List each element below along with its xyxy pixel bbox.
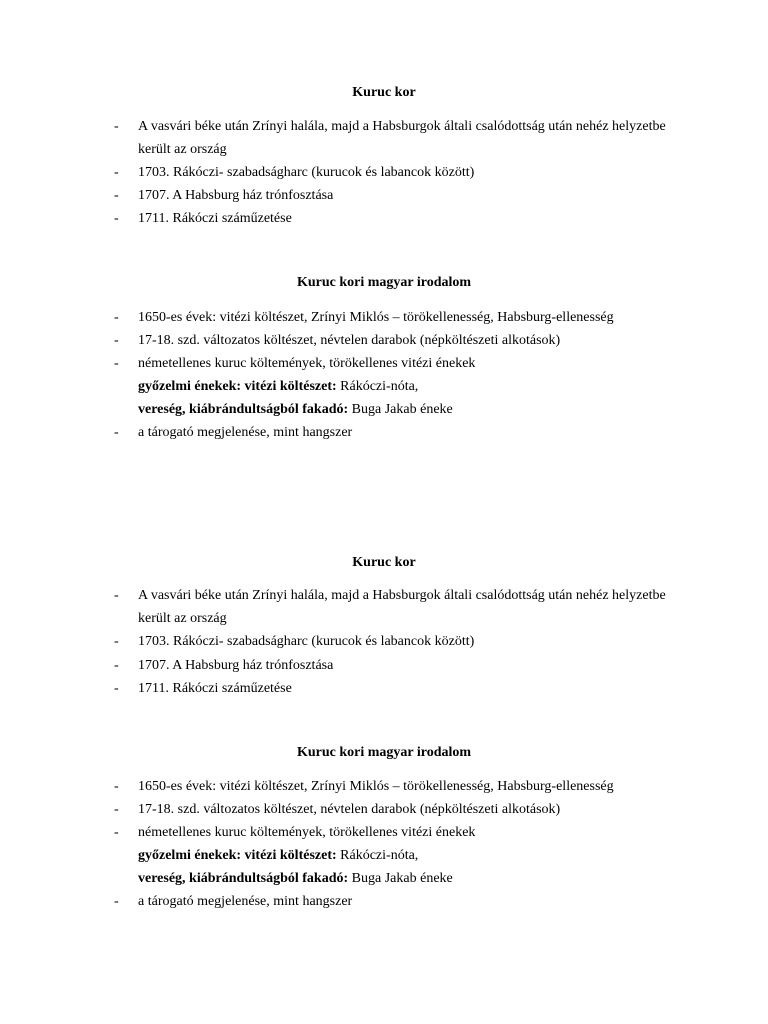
list-item-text: A vasvári béke után Zrínyi halála, majd a Habsburgok általi csalódottság után nehéz helyzetbe bbox=[138, 119, 666, 134]
sub-line-bold: győzelmi énekek: vitézi költészet: bbox=[138, 379, 337, 394]
list-item-text: 17-18. szd. változatos költészet, névtelen darabok (népköltészeti alkotások) bbox=[138, 802, 561, 817]
bullet-dash: - bbox=[114, 779, 119, 794]
bullet-dash: - bbox=[114, 825, 119, 840]
list-item-text: 1703. Rákóczi- szabadságharc (kurucok és labancok között) bbox=[138, 165, 475, 180]
sub-line-rest: Rákóczi-nóta, bbox=[336, 379, 419, 394]
sub-line-bold: vereség, kiábrándultságból fakadó: bbox=[138, 871, 349, 886]
sub-line-rest: Buga Jakab éneke bbox=[348, 871, 453, 886]
list-item-text: 1707. A Habsburg ház trónfosztása bbox=[138, 188, 334, 203]
list-item-text: 17-18. szd. változatos költészet, névtelen darabok (népköltészeti alkotások) bbox=[138, 333, 561, 348]
bullet-dash: - bbox=[114, 802, 119, 817]
sub-line-rest: Buga Jakab éneke bbox=[348, 402, 453, 417]
sub-line-text bbox=[138, 844, 683, 867]
section-heading: Kuruc kor bbox=[352, 85, 416, 100]
list-item-text: 1650-es évek: vitézi költészet, Zrínyi Miklós – törökellenesség, Habsburg-ellenesség bbox=[138, 310, 614, 325]
list-item-text: 1711. Rákóczi száműzetése bbox=[138, 681, 292, 696]
bullet-dash: - bbox=[114, 165, 119, 180]
bullet-dash: - bbox=[114, 310, 119, 325]
list-item-text: 1711. Rákóczi száműzetése bbox=[138, 211, 292, 226]
bullet-dash: - bbox=[114, 894, 119, 909]
list-item-text: 1650-es évek: vitézi költészet, Zrínyi Miklós – törökellenesség, Habsburg-ellenesség bbox=[138, 779, 614, 794]
sub-line-bold: vereség, kiábrándultságból fakadó: bbox=[138, 402, 349, 417]
list-item-text: került az ország bbox=[138, 611, 227, 626]
bullet-dash: - bbox=[114, 658, 119, 673]
bullet-dash: - bbox=[114, 333, 119, 348]
sub-line-text bbox=[138, 398, 683, 421]
list-item-text: németellenes kuruc költemények, törökellenes vitézi énekek bbox=[138, 356, 476, 371]
bullet-dash: - bbox=[114, 634, 119, 649]
sub-line-text bbox=[138, 867, 683, 890]
bullet-dash: - bbox=[114, 211, 119, 226]
list-item-text: került az ország bbox=[138, 142, 227, 157]
bullet-dash: - bbox=[114, 588, 119, 603]
section-heading: Kuruc kori magyar irodalom bbox=[296, 275, 472, 290]
list-item-text: A vasvári béke után Zrínyi halála, majd a Habsburgok általi csalódottság után nehéz helyzetbe bbox=[138, 588, 666, 603]
section-heading: Kuruc kor bbox=[352, 555, 416, 570]
bullet-dash: - bbox=[114, 425, 119, 440]
list-item-text: a tárogató megjelenése, mint hangszer bbox=[138, 894, 353, 909]
list-item-text: németellenes kuruc költemények, törökellenes vitézi énekek bbox=[138, 825, 476, 840]
sub-line-text bbox=[138, 375, 683, 398]
section-heading: Kuruc kori magyar irodalom bbox=[296, 745, 472, 760]
list-item-text: a tárogató megjelenése, mint hangszer bbox=[138, 425, 353, 440]
bullet-dash: - bbox=[114, 356, 119, 371]
sub-line-bold: győzelmi énekek: vitézi költészet: bbox=[138, 848, 337, 863]
sub-line-rest: Rákóczi-nóta, bbox=[336, 848, 419, 863]
bullet-dash: - bbox=[114, 188, 119, 203]
bullet-dash: - bbox=[114, 119, 119, 134]
list-item-text: 1707. A Habsburg ház trónfosztása bbox=[138, 658, 334, 673]
list-item-text: 1703. Rákóczi- szabadságharc (kurucok és labancok között) bbox=[138, 634, 475, 649]
bullet-dash: - bbox=[114, 681, 119, 696]
